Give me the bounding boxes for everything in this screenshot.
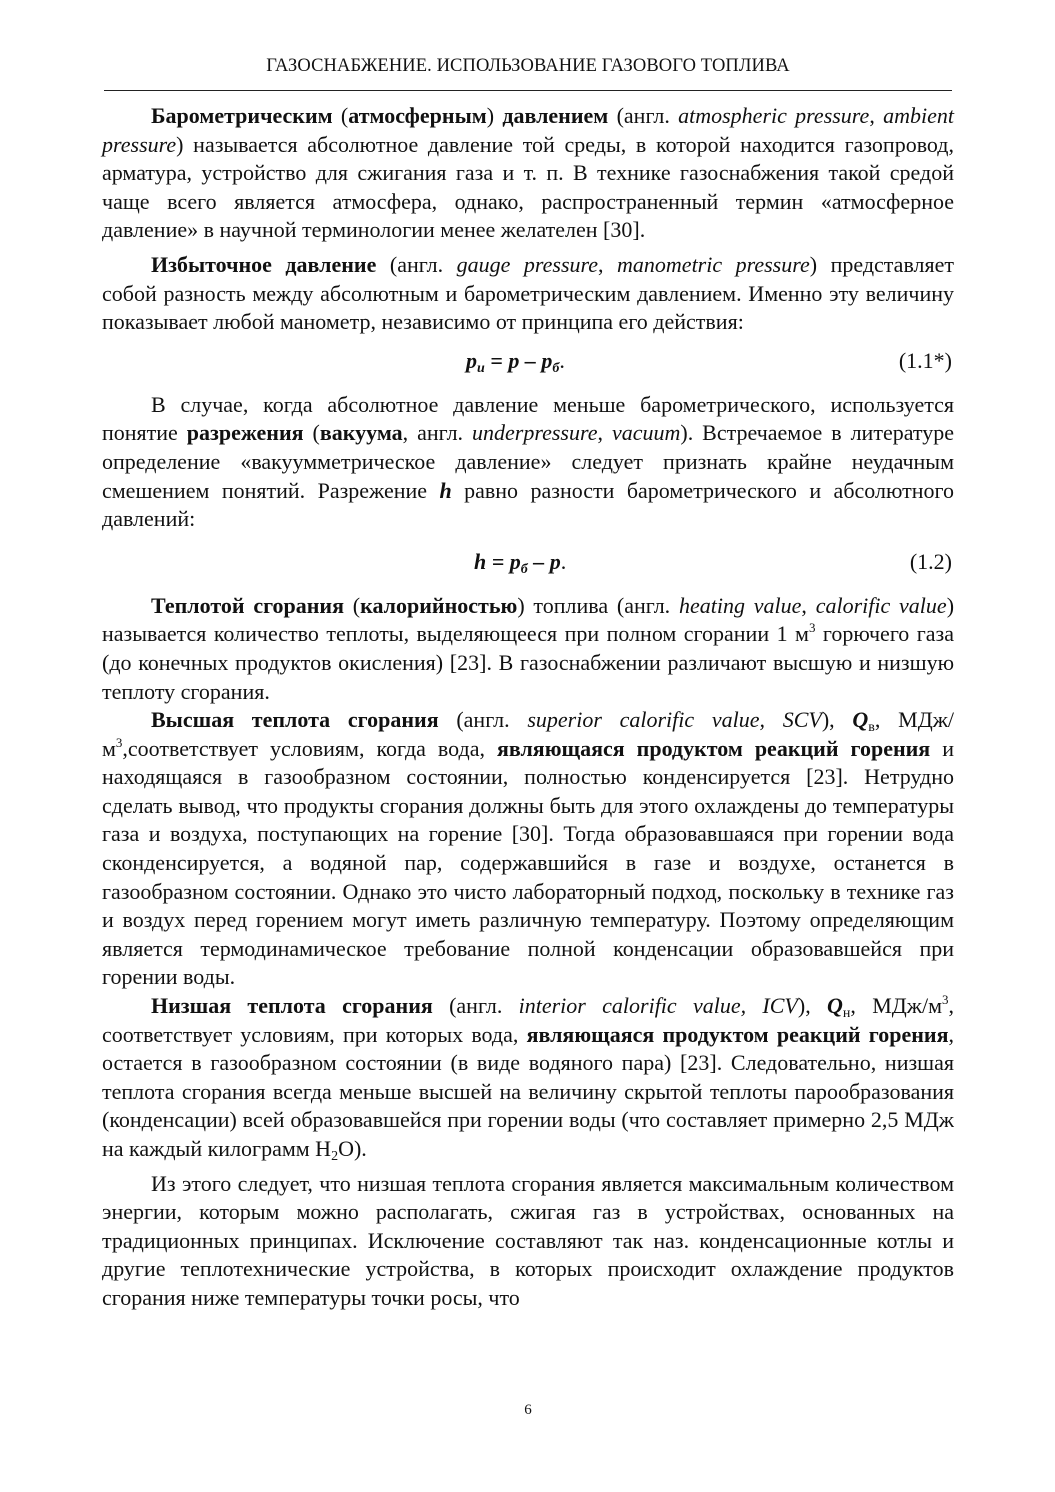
header-rule (104, 90, 952, 91)
paragraph-inferior-calorific-value: Низшая теплота сгорания (англ. interior calorific value, ICV), $Q_н$, МДж/$м^3$, соответствует условиям, при которых вода, являющаяся продуктом реакций горения, остается в газообразном состоянии (в виде водяного пара) [23]. Следовательно, низшая теплота сгорания всегда меньше высшей на величину скрытой теплоты парообразования (конденсации) всей образовавшейся при горении воды (что составляет примерно 2,5 МДж на каждый килограмм $H_2O$). (102, 992, 954, 1164)
paragraph-gauge-pressure: Избыточное давление (англ. gauge pressure, manometric pressure) представляет собой разность между абсолютным и барометрическим давлением. Именно эту величину показывает любой манометр, независимо от принципа его действия: (102, 251, 955, 335)
paragraph-conclusion: Из этого следует, что низшая теплота сгорания является максимальным количеством энергии, которым можно располагать, сжигая газ в устройствах, основанных на традиционных принципах. Исключение составляют так наз. конденсационные котлы и другие теплотехнические устройства, в которых происходит охлаждение продуктов сгорания ниже температуры точки росы, что (102, 1170, 954, 1310)
page-body (102, 102, 954, 1313)
paragraph-heating-value: Теплотой сгорания (калорийностью) топлива (англ. heating value, calorific value) называется количество теплоты, выделяющееся при полном сгорании 1 $м^3$ горючего газа (до конечных продуктов окисления) [23]. В газоснабжении различают высшую и низшую теплоту сгорания. (102, 592, 955, 704)
page-number: 6 (524, 1402, 532, 1418)
formula-1-2 (102, 544, 954, 584)
paragraph-underpressure: В случае, когда абсолютное давление меньше барометрического, используется понятие разрежения (вакуума, англ. underpressure, vacuum). Встречаемое в литературе определение «вакуумметрическое давление» следует признать крайне неудачным смешением понятий. Разрежение h равно разности барометрического и абсолютного давлений: (102, 391, 954, 532)
formula-1-2-expression: $h = p_б - p$. (474, 548, 567, 577)
paragraph-superior-calorific-value: Высшая теплота сгорания (англ. superior calorific value, SCV), $Q_в$, МДж/$м^3,соответствует$ условиям, когда вода, являющаяся продуктом реакций горения и находящаяся в газообразном состоянии, полностью конденсируется [23]. Нетрудно сделать вывод, что продукты сгорания должны быть для этого охлаждены до температуры газа и воздуха, поступающих на горение [30]. Тогда образовавшаяся при горении вода сконденсируется, а водяной пар, содержавшийся в газе и воздухе, останется в газообразном состоянии. Однако это чисто лабораторный подход, поскольку в технике газ и воздух перед горением могут иметь различную температуру. Поэтому определяющим является термодинамическое требование полной конденсации образовавшейся при горении воды. (102, 707, 955, 990)
formula-1-1-expression: $p_и = p - p_б$. (466, 347, 565, 376)
formula-1-2-number: (1.2) (909, 548, 952, 574)
formula-1-1-number: (1.1*) (898, 347, 952, 373)
running-header: ГАЗОСНАБЖЕНИЕ. ИСПОЛЬЗОВАНИЕ ГАЗОВОГО ТОПЛИВА (266, 56, 790, 76)
paragraph-barometric-pressure: Барометрическим (атмосферным) давлением (англ. atmospheric pressure, ambient pressure) называется абсолютное давление той среды, в которой находится газопровод, арматура, устройство для сжигания газа и т. п. В технике газоснабжения такой средой чаще всего является атмосфера, однако, распространенный термин «атмосферное давление» в научной терминологии менее желателен [30]. (102, 103, 955, 243)
formula-1-1 (102, 343, 954, 383)
